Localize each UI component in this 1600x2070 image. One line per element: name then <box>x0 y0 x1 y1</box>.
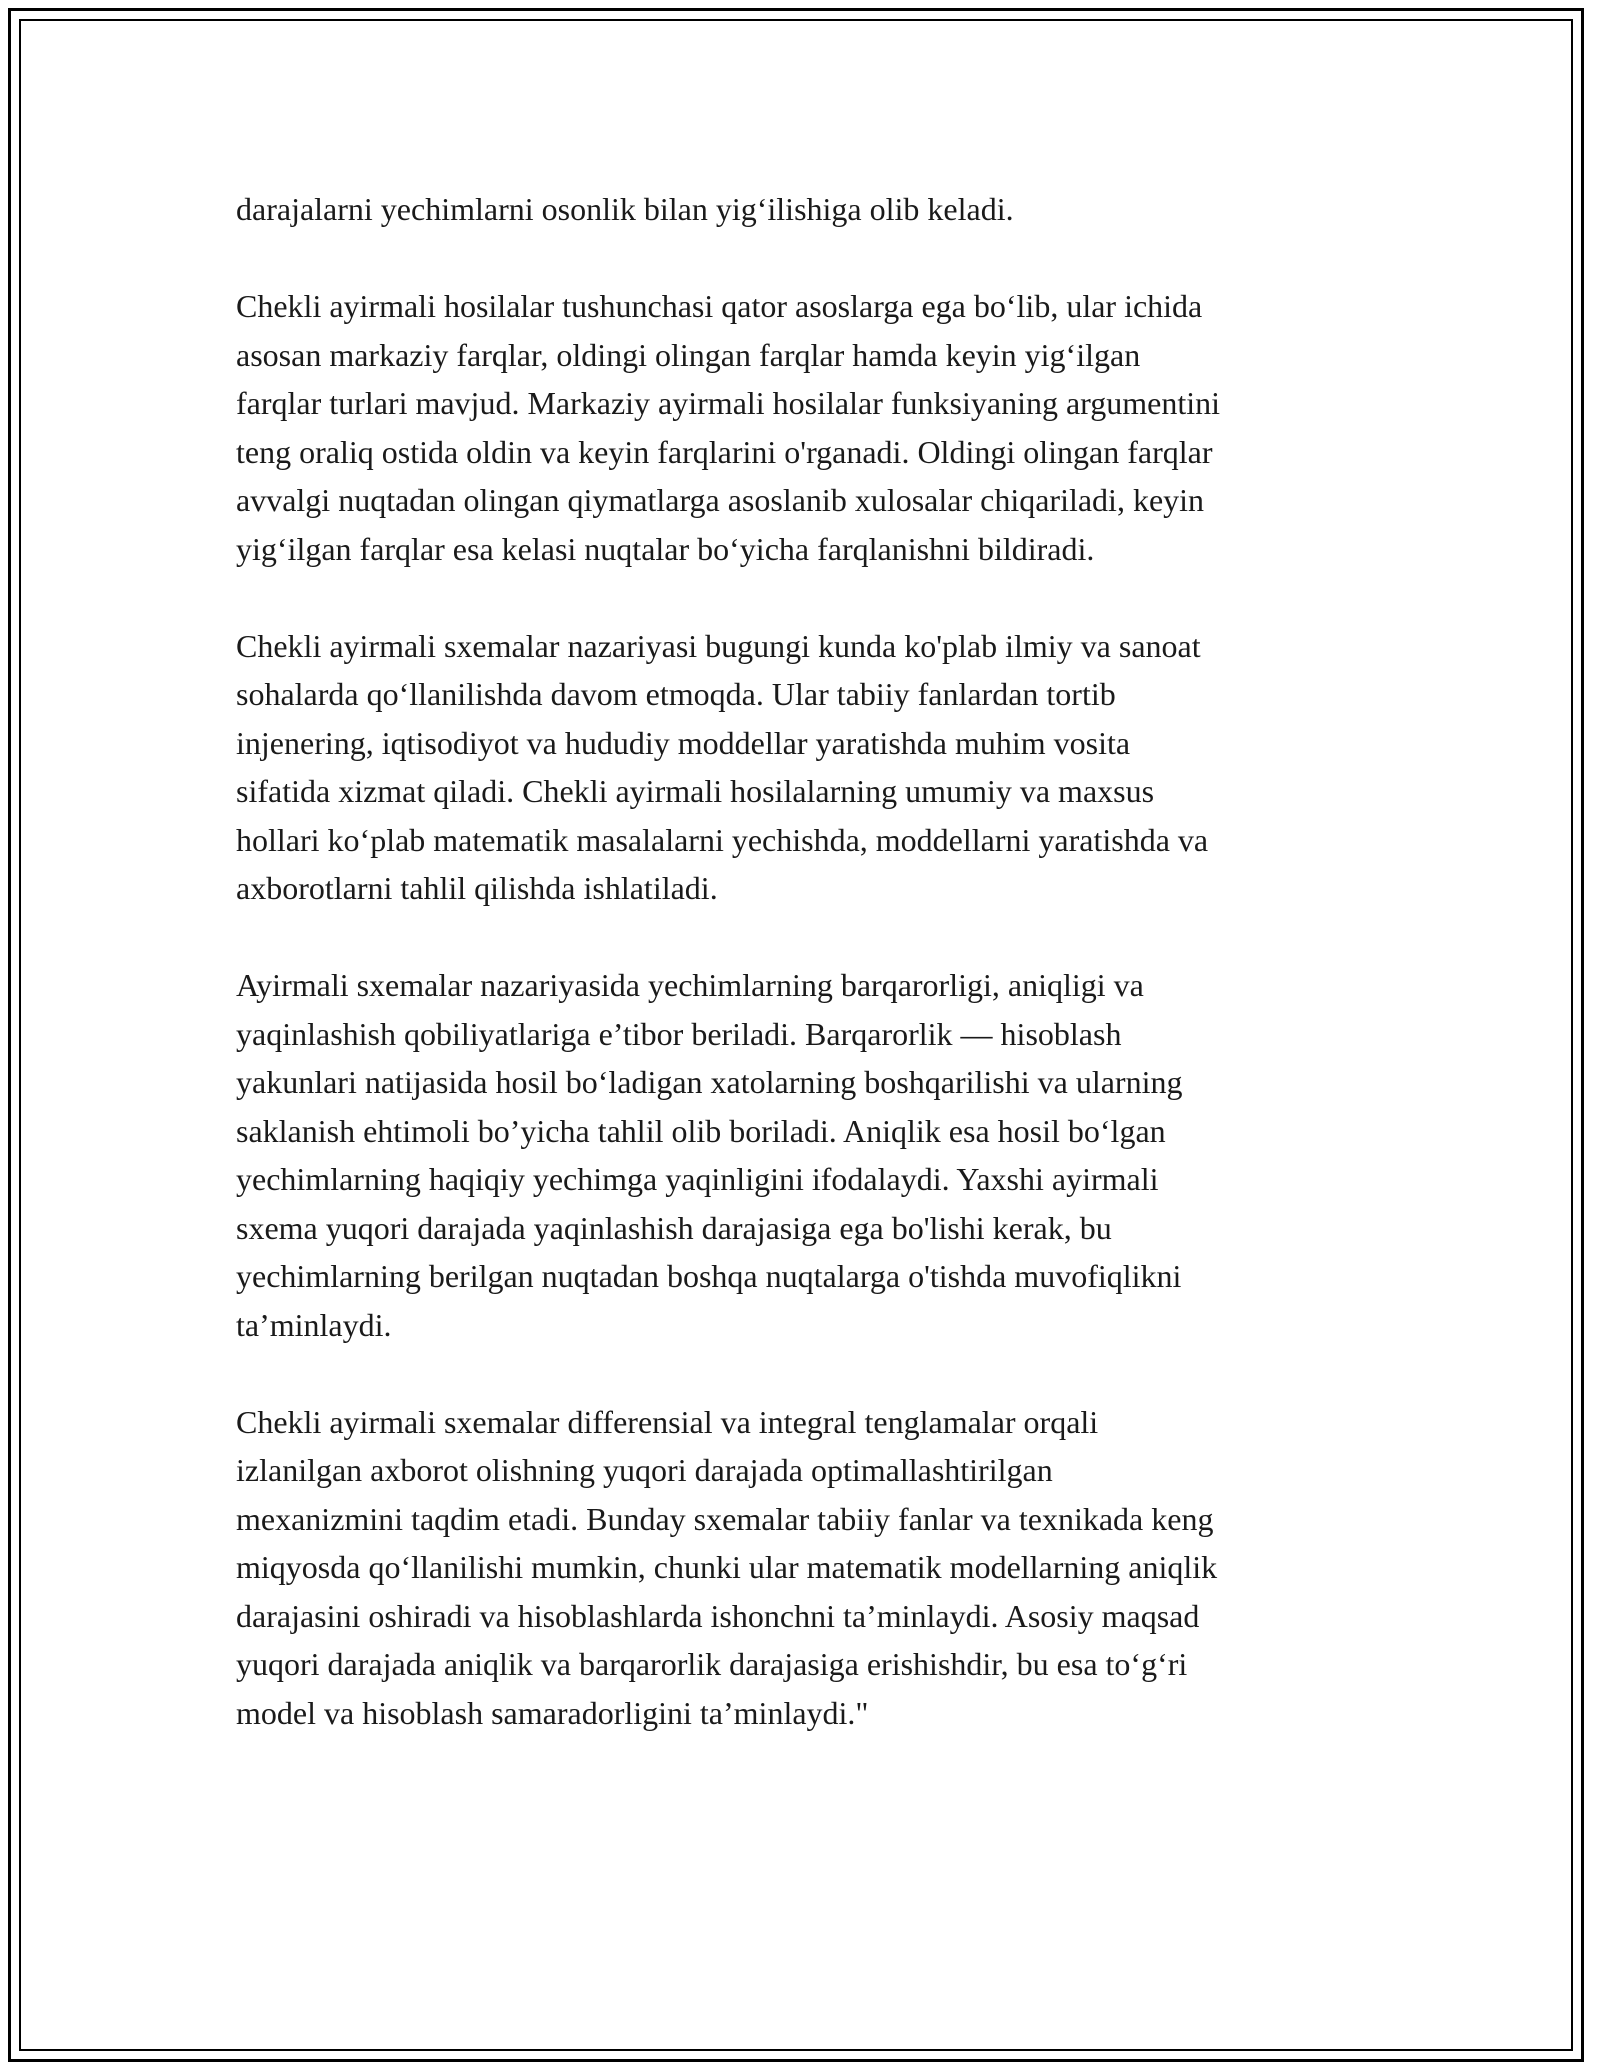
paragraph-1: darajalarni yechimlarni osonlik bilan yig‘ilishiga olib keladi. <box>236 191 1014 227</box>
document-body <box>236 185 1366 1786</box>
paragraph-5: Chekli ayirmali sxemalar differensial va integral tenglamalar orqali izlanilgan axborot olishning yuqori darajada optimallashtirilgan mexanizmini taqdim etadi. Bunday sxemalar tabiiy fanlar va texnikada keng miqyosda qo‘llanilishi mumkin, chunki ular matematik modellarning aniqlik darajasini oshiradi va hisoblashlarda ishonchni ta’minlaydi. Asosiy maqsad yuqori darajada aniqlik va barqarorlik darajasiga erishishdir, bu esa to‘g‘ri model va hisoblash samaradorligini ta’minlaydi." <box>236 1403 1218 1731</box>
paragraph-3: Chekli ayirmali sxemalar nazariyasi bugungi kunda ko'plab ilmiy va sanoat sohalarda qo‘llanilishda davom etmoqda. Ular tabiiy fanlardan tortib injenering, iqtisodiyot va hududiy moddellar yaratishda muhim vosita sifatida xizmat qiladi. Chekli ayirmali hosilalarning umumiy va maxsus hollari ko‘plab matematik masalalarni yechishda, moddellarni yaratishda va axborotlarni tahlil qilishda ishlatiladi. <box>236 627 1209 906</box>
paragraph-4: Ayirmali sxemalar nazariyasida yechimlarning barqarorligi, aniqligi va yaqinlashish qobiliyatlariga e’tibor beriladi. Barqarorlik — hisoblash yakunlari natijasida hosil bo‘ladigan xatolarning boshqarilishi va ularning saklanish ehtimoli bo’yicha tahlil olib boriladi. Aniqlik esa hosil bo‘lgan yechimlarning haqiqiy yechimga yaqinligini ifodalaydi. Yaxshi ayirmali sxema yuqori darajada yaqinlashish darajasiga ega bo'lishi kerak, bu yechimlarning berilgan nuqtadan boshqa nuqtalarga o'tishda muvofiqlikni ta’minlaydi. <box>236 967 1183 1343</box>
paragraph-2: Chekli ayirmali hosilalar tushunchasi qator asoslarga ega bo‘lib, ular ichida asosan markaziy farqlar, oldingi olingan farqlar hamda keyin yig‘ilgan farqlar turlari mavjud. Markaziy ayirmali hosilalar funksiyaning argumentini teng oraliq ostida oldin va keyin farqlarini o'rganadi. Oldingi olingan farqlar avvalgi nuqtadan olingan qiymatlarga asoslanib xulosalar chiqariladi, keyin yig‘ilgan farqlar esa kelasi nuqtalar bo‘yicha farqlanishni bildiradi. <box>236 288 1220 567</box>
